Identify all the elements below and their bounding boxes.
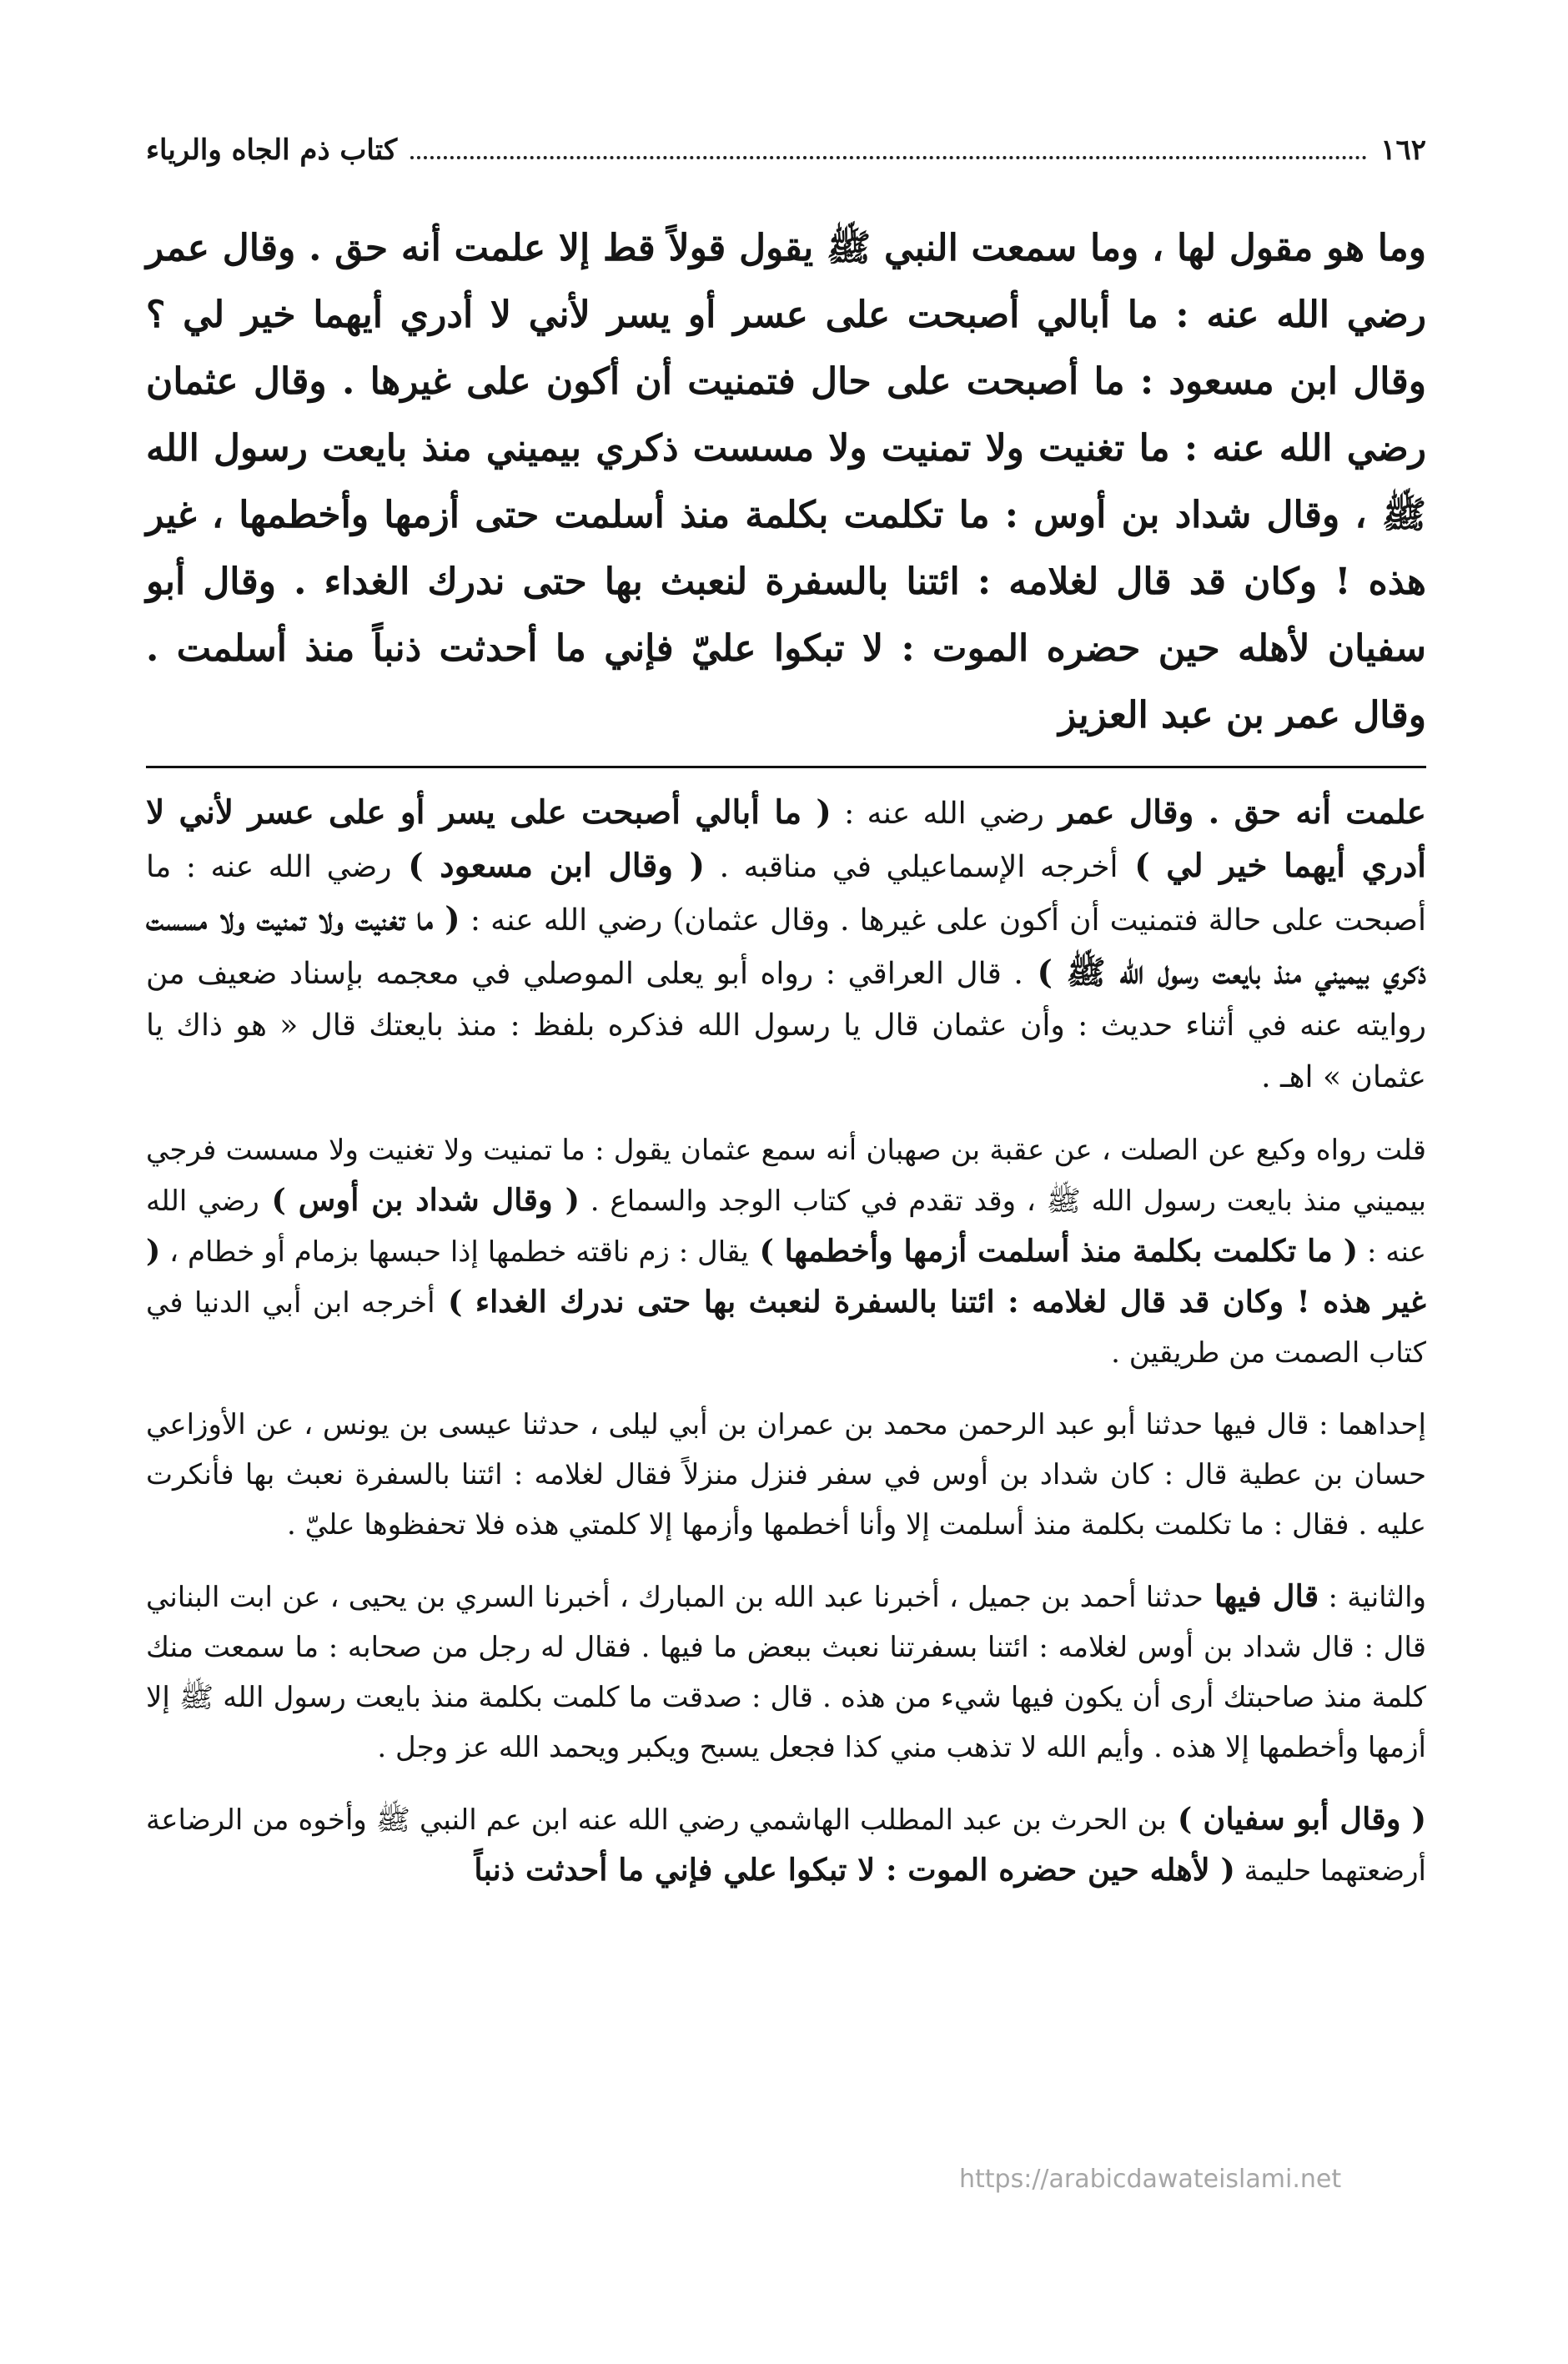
commentary-paragraph	[146, 1125, 1426, 1378]
commentary	[146, 787, 1426, 1896]
commentary-quoted-text: ( ما أبالي أصبحت على يسر أو على عسر لأني لا أدري أيهما خير لي )	[146, 793, 1426, 885]
commentary-quoted-text: ( وقال ابن مسعود )	[391, 847, 706, 885]
commentary-text: قلت رواه وكيع عن الصلت ، عن عقبة بن صهبان أنه سمع عثمان يقول : ما تمنيت ولا تغنيت ولا مسست فرجي بيميني منذ بايعت رسول الله ﷺ ، وقد تقدم في كتاب الوجد والسماع .	[146, 1134, 1426, 1218]
commentary-quoted-text: ( وقال أبو سفيان )	[1166, 1801, 1426, 1837]
commentary-quoted-text: ( غير هذه ! وكان قد قال لغلامه : ائتنا بالسفرة لنعبث بها حتى ندرك الغداء )	[145, 1233, 1426, 1320]
commentary-text: يقال : زم ناقته خطمها إذا حبسها بزمام أو خطام ،	[160, 1235, 749, 1269]
running-title: كتاب ذم الجاه والرياء	[146, 133, 398, 167]
commentary-quoted-text: ( ما تكلمت بكلمة منذ أسلمت أزمها وأخطمها )	[748, 1233, 1359, 1269]
commentary-paragraph	[146, 787, 1426, 1104]
commentary-quoted-text: ( لأهله حين حضره الموت : لا تبكوا علي فإني ما أحدثت ذنباً	[474, 1852, 1235, 1888]
commentary-quoted-text: علمت أنه حق . وقال عمر	[1043, 793, 1426, 832]
footnote-divider	[146, 766, 1426, 768]
commentary-text: أخرجه الإسماعيلي في مناقبه .	[705, 850, 1118, 884]
commentary-text: حدثنا أحمد بن جميل ، أخبرنا عبد الله بن المبارك ، أخبرنا السري بن يحيى ، عن ابت البناني قال : قال شداد بن أوس لغلامه : ائتنا بسفرتنا نعبث ببعض ما فيها . فقال له رجل من صحابه : ما سمعت منك كلمة منذ صاحبتك أرى أن يكون فيها شيء من هذه . قال : صدقت ما كلمت بكلمة منذ بايعت رسول الله ﷺ إلا أزمها وأخطمها إلا هذه . وأيم الله لا تذهب مني كذا فجعل يسبح ويكبر ويحمد الله عز وجل .	[146, 1581, 1426, 1764]
commentary-text: والثانية :	[1319, 1581, 1427, 1614]
watermark-url: https://arabicdawateislami.net	[959, 2165, 1342, 2194]
main-text	[146, 215, 1426, 749]
commentary-text: بن الحرث بن عبد المطلب الهاشمي رضي الله عنه ابن عم النبي ﷺ وأخوه من الرضاعة أرضعتهما حليمة	[146, 1803, 1426, 1888]
commentary-quoted-text: قال فيها	[1203, 1578, 1319, 1614]
commentary-text: رضي الله عنه :	[831, 797, 1044, 831]
commentary-paragraph	[146, 1400, 1426, 1550]
commentary-quoted-text: ( ما تغنيت ولا تمنيت ولا مسست ذكري بيميني منذ بايعت رسول الله ﷺ )	[146, 900, 1426, 992]
commentary-text: رضي الله عنه : ما أصبحت على حالة فتمنيت أن أكون على غيرها . وقال عثمان) رضي الله عنه :	[146, 850, 1427, 938]
commentary-paragraph	[146, 1794, 1426, 1896]
book-page	[146, 133, 1426, 1918]
commentary-text: رضي الله عنه :	[146, 1185, 1426, 1269]
commentary-text: . قال العراقي : رواه أبو يعلى الموصلي في معجمه بإسناد ضعيف من روايته عنه في أثناء حديث : وأن عثمان قال يا رسول الله فذكره بلفظ : منذ بايعتك قال « هو ذاك يا عثمان » اهـ .	[146, 957, 1426, 1094]
commentary-text: إحداهما : قال فيها حدثنا أبو عبد الرحمن محمد بن عمران بن أبي ليلى ، حدثنا عيسى بن يونس ، عن الأوزاعي حسان بن عطية قال : كان شداد بن أوس في سفر فنزل منزلاً فقال لغلامه : ائتنا بالسفرة نعبث بها فأنكرت عليه . فقال : ما تكلمت بكلمة منذ أسلمت إلا وأنا أخطمها وأزمها إلا كلمتي هذه فلا تحفظوها عليّ .	[146, 1408, 1426, 1542]
commentary-quoted-text: ( وقال شداد بن أوس )	[259, 1182, 580, 1218]
page-number: ١٦٢	[1380, 133, 1426, 167]
running-header	[146, 133, 1426, 184]
commentary-paragraph	[146, 1572, 1426, 1773]
main-paragraph: وما هو مقول لها ، وما سمعت النبي ﷺ يقول قولاً قط إلا علمت أنه حق . وقال عمر رضي الله عنه : ما أبالي أصبحت على عسر أو يسر لأني لا أدري أيهما خير لي ؟ وقال ابن مسعود : ما أصبحت على حال فتمنيت أن أكون على غيرها . وقال عثمان رضي الله عنه : ما تغنيت ولا تمنيت ولا مسست ذكري بيميني منذ بايعت رسول الله ﷺ ، وقال شداد بن أوس : ما تكلمت بكلمة منذ أسلمت حتى أزمها وأخطمها ، غير هذه ! وكان قد قال لغلامه : ائتنا بالسفرة لنعبث بها حتى ندرك الغداء . وقال أبو سفيان لأهله حين حضره الموت : لا تبكوا عليّ فإني ما أحدثت ذنباً منذ أسلمت . وقال عمر بن عبد العزيز	[146, 227, 1426, 737]
header-dotted-leader	[410, 156, 1367, 159]
commentary-text: أخرجه ابن أبي الدنيا في كتاب الصمت من طريقين .	[146, 1286, 1426, 1370]
